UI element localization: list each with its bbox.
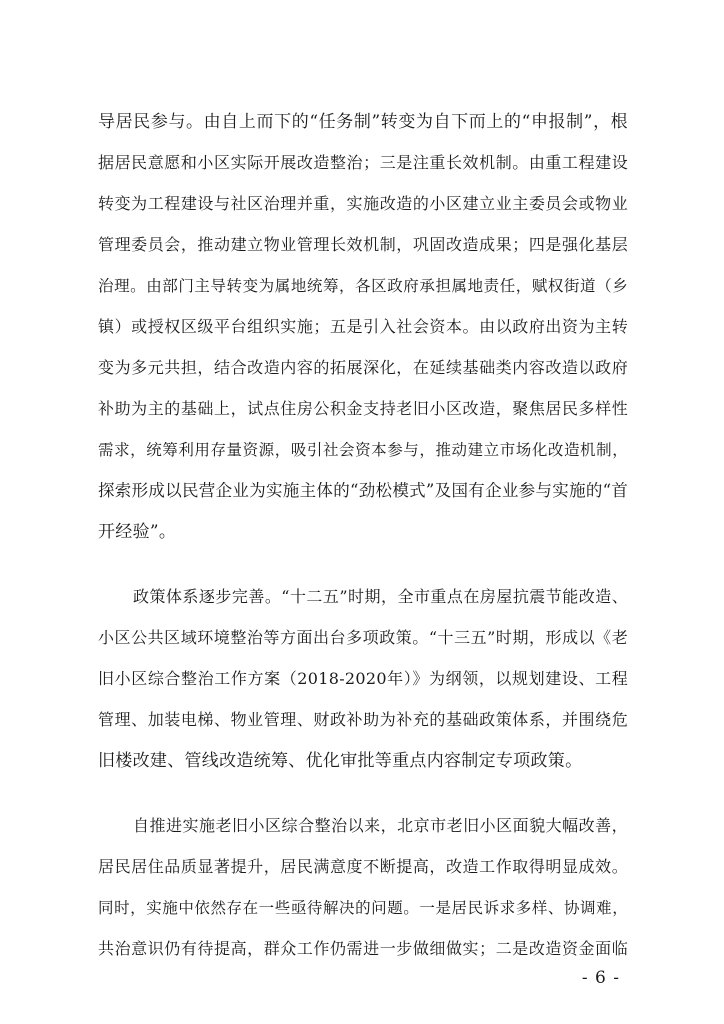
paragraph-3-line-2: 居民居住品质显著提升，居民满意度不断提高，改造工作取得明显成效。	[98, 857, 628, 876]
paragraph-2-line-2: 小区公共区域环境整治等方面出台多项政策。“十三五”时期，形成以《老	[98, 628, 628, 647]
paragraph-3-line-4: 共治意识仍有待提高，群众工作仍需进一步做细做实；二是改造资金面临	[98, 939, 628, 958]
paragraph-1-line-4: 管理委员会，推动建立物业管理长效机制，巩固改造成果；四是强化基层	[98, 235, 628, 254]
paragraph-1-line-7: 变为多元共担，结合改造内容的拓展深化，在延续基础类内容改造以政府	[98, 358, 628, 377]
page-number: - 6 -	[581, 968, 620, 988]
paragraph-3-line-3: 同时，实施中依然存在一些亟待解决的问题。一是居民诉求多样、协调难，	[98, 899, 628, 917]
paragraph-2-line-3: 旧小区综合整治工作方案（2018-2020年）》为纲领，以规划建设、工程	[98, 669, 628, 688]
paragraph-1-line-1: 导居民参与。由自上而下的“任务制”转变为自下而上的“申报制”，根	[98, 112, 628, 132]
paragraph-1-line-8: 补助为主的基础上，试点住房公积金支持老旧小区改造，聚焦居民多样性	[98, 399, 628, 418]
paragraph-3-line-1: 自推进实施老旧小区综合整治以来，北京市老旧小区面貌大幅改善，	[133, 816, 628, 835]
paragraph-1-line-3: 转变为工程建设与社区治理并重，实施改造的小区建立业主委员会或物业	[98, 194, 628, 213]
paragraph-2-line-4: 管理、加装电梯、物业管理、财政补助为补充的基础政策体系，并围绕危	[98, 710, 628, 729]
paragraph-1-line-11: 开经验”。	[98, 522, 177, 542]
paragraph-1-line-2: 据居民意愿和小区实际开展改造整治；三是注重长效机制。由重工程建设	[98, 153, 628, 172]
paragraph-1-line-6: 镇）或授权区级平台组织实施；五是引入社会资本。由以政府出资为主转	[98, 317, 628, 336]
paragraph-1-line-10: 探索形成以民营企业为实施主体的“劲松模式”及国有企业参与实施的“首	[98, 481, 629, 500]
paragraph-1-line-9: 需求，统筹利用存量资源，吸引社会资本参与，推动建立市场化改造机制，	[98, 441, 628, 459]
paragraph-2-line-1: 政策体系逐步完善。“十二五”时期，全市重点在房屋抗震节能改造、	[133, 587, 628, 606]
paragraph-2-line-5: 旧楼改建、管线改造统筹、优化审批等重点内容制定专项政策。	[98, 751, 583, 771]
paragraph-1-line-5: 治理。由部门主导转变为属地统筹，各区政府承担属地责任，赋权街道（乡	[98, 277, 628, 295]
